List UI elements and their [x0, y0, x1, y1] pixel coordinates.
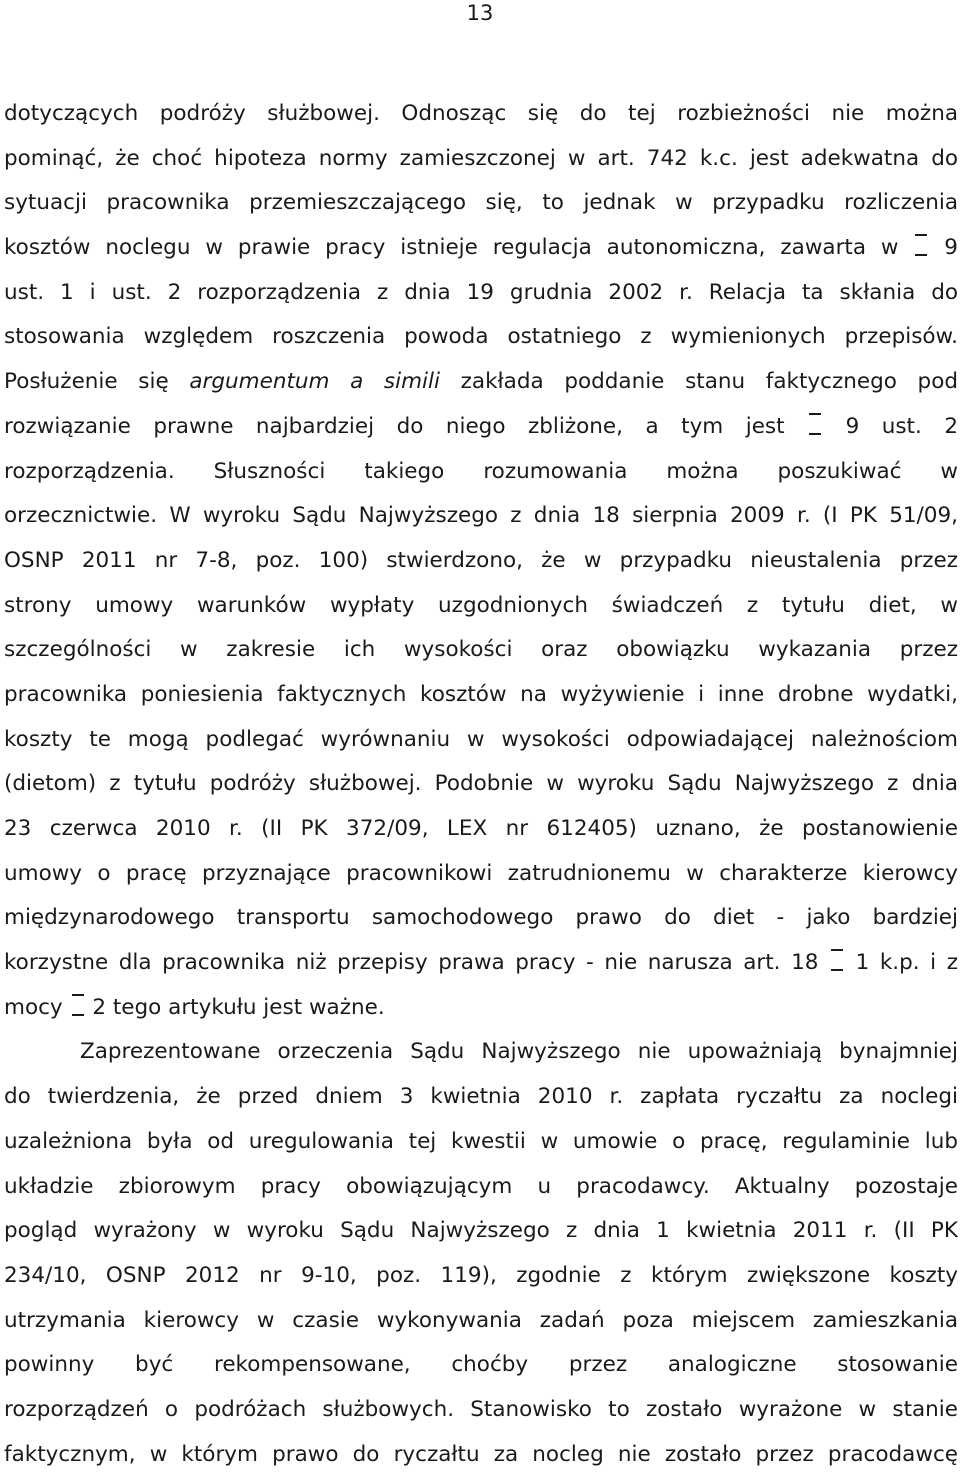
text-line: koszty te mogą podlegać wyrównaniu w wysokości odpowiadającej należnościom [4, 726, 958, 752]
text-line: międzynarodowego transportu samochodowego prawo do diet - jako bardziej [4, 905, 958, 931]
section-sign-icon [809, 411, 821, 437]
text-line: pominąć, że choć hipoteza normy zamieszczonej w art. 742 k.c. jest adekwatna do [4, 145, 958, 171]
text-line: strony umowy warunków wypłaty uzgodnionych świadczeń z tytułu diet, w [4, 592, 958, 618]
document-body [4, 92, 958, 1477]
text-line: uzależniona była od uregulowania tej kwestii w umowie o pracę, regulaminie lub [4, 1128, 958, 1154]
text-line: sytuacji pracownika przemieszczającego się, to jednak w przypadku rozliczenia [4, 190, 958, 216]
text-line: 234/10, OSNP 2012 nr 9-10, poz. 119), zgodnie z którym zwiększone koszty [4, 1262, 958, 1288]
text-line: umowy o pracę przyznające pracownikowi zatrudnionemu w charakterze kierowcy [4, 860, 958, 886]
text-line: dotyczących podróży służbowej. Odnosząc się do tej rozbieżności nie można [4, 101, 958, 126]
text-line: układzie zbiorowym pracy obowiązującym u pracodawcy. Aktualny pozostaje [4, 1173, 958, 1199]
section-sign-icon [72, 992, 84, 1018]
text-line: kosztów noclegu w prawie pracy istnieje regulacja autonomiczna, zawarta w 9 [4, 226, 958, 271]
text-line: do twierdzenia, że przed dniem 3 kwietnia 2010 r. zapłata ryczałtu za noclegi [4, 1084, 958, 1110]
text-line: rozporządzenia. Słuszności takiego rozumowania można poszukiwać w [4, 458, 958, 484]
text-line: (dietom) z tytułu podróży służbowej. Podobnie w wyroku Sądu Najwyższego z dnia [4, 771, 958, 797]
text-line: stosowania względem roszczenia powoda ostatniego z wymienionych przepisów. [4, 324, 958, 350]
paragraph-first-line: Zaprezentowane orzeczenia Sądu Najwyższego nie upoważniają bynajmniej [80, 1039, 958, 1065]
text-line: pogląd wyrażony w wyroku Sądu Najwyższego z dnia 1 kwietnia 2011 r. (II PK [4, 1218, 958, 1244]
text-line: OSNP 2011 nr 7-8, poz. 100) stwierdzono, że w przypadku nieustalenia przez [4, 547, 958, 573]
section-sign-icon [915, 232, 927, 258]
text-line: szczególności w zakresie ich wysokości oraz obowiązku wykazania przez [4, 637, 958, 663]
text-line: utrzymania kierowcy w czasie wykonywania zadań poza miejscem zamieszkania [4, 1307, 958, 1333]
section-sign-icon [831, 947, 843, 973]
text-line: Posłużenie się argumentum a simili zakłada poddanie stanu faktycznego pod [4, 369, 958, 395]
text-line: orzecznictwie. W wyroku Sądu Najwyższego z dnia 18 sierpnia 2009 r. (I PK 51/09, [4, 503, 958, 529]
text-line: rozwiązanie prawne najbardziej do niego zbliżone, a tym jest 9 ust. 2 [4, 405, 958, 450]
text-line: faktycznym, w którym prawo do ryczałtu za nocleg nie zostało przez pracodawcę [4, 1441, 958, 1467]
text-line: pracownika poniesienia faktycznych kosztów na wyżywienie i inne drobne wydatki, [4, 681, 958, 707]
text-line: mocy 2 tego artykułu jest ważne. [4, 986, 958, 1031]
text-line: powinny być rekompensowane, choćby przez analogiczne stosowanie [4, 1352, 958, 1378]
text-line: rozporządzeń o podróżach służbowych. Stanowisko to zostało wyrażone w stanie [4, 1396, 958, 1422]
text-line: 23 czerwca 2010 r. (II PK 372/09, LEX nr 612405) uznano, że postanowienie [4, 816, 958, 841]
text-line: korzystne dla pracownika niż przepisy prawa pracy - nie narusza art. 18 1 k.p. i z [4, 941, 958, 986]
page-number: 13 [466, 1, 494, 25]
text-line: ust. 1 i ust. 2 rozporządzenia z dnia 19 grudnia 2002 r. Relacja ta skłania do [4, 279, 958, 305]
